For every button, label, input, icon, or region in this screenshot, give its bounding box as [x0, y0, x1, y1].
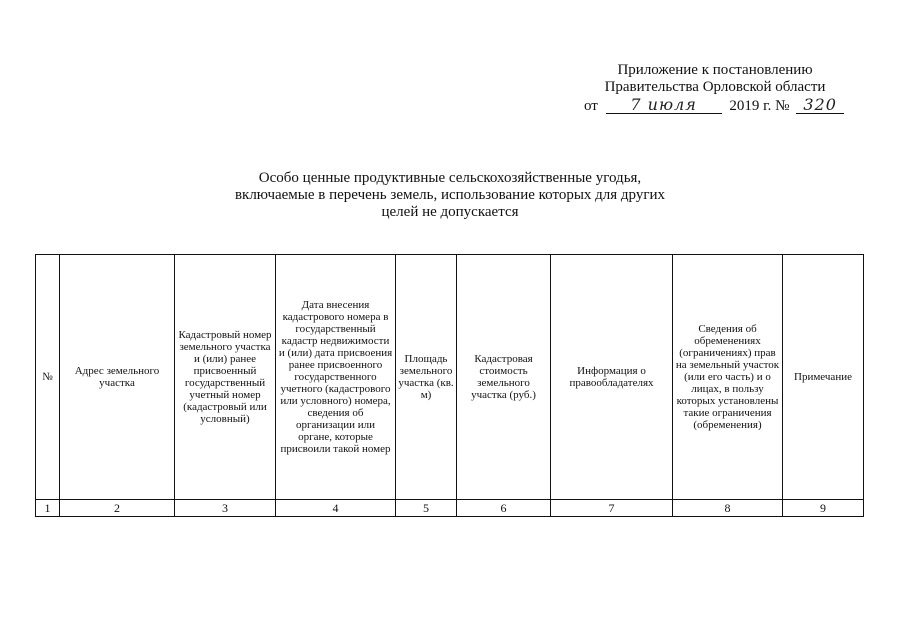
- header-note: Примечание: [783, 255, 864, 500]
- title-line-1: Особо ценные продуктивные сельскохозяйственные угодья,: [258, 170, 642, 186]
- header-encumbrances: Сведения об обременениях (ограничениях) прав на земельный участок (или его часть) и о лицах, в пользу которых установлены такие ограничения (обременения): [673, 255, 783, 500]
- column-number-cell: 7: [551, 500, 673, 517]
- handwritten-date: 7 июля: [606, 96, 722, 114]
- header-cadastral-value: Кадастровая стоимость земельного участка (руб.): [457, 255, 551, 500]
- year-number-label: 2019 г. №: [729, 98, 790, 114]
- header-address: Адрес земельного участка: [60, 255, 175, 500]
- column-number-cell: 9: [783, 500, 864, 517]
- title-line-2: включаемые в перечень земель, использование которых для других: [234, 187, 666, 203]
- header-number: №: [36, 255, 60, 500]
- column-number-cell: 2: [60, 500, 175, 517]
- header-area: Площадь земельного участка (кв. м): [396, 255, 457, 500]
- date-prefix: от: [584, 98, 598, 114]
- column-number-cell: 1: [36, 500, 60, 517]
- header-owners-info: Информация о правообладателях: [551, 255, 673, 500]
- land-register-table: [35, 254, 864, 517]
- document-title: [190, 170, 710, 221]
- table-row: [36, 500, 864, 517]
- column-number-cell: 4: [276, 500, 396, 517]
- column-number-cell: 8: [673, 500, 783, 517]
- column-number-cell: 3: [175, 500, 276, 517]
- handwritten-number: 320: [796, 96, 844, 114]
- approval-date-line: [570, 96, 860, 118]
- header-cadastral-number: Кадастровый номер земельного участка и (или) ранее присвоенный государственный учетный номер (кадастровый или условный): [175, 255, 276, 500]
- column-number-cell: 5: [396, 500, 457, 517]
- table-header-row: [36, 255, 864, 500]
- approval-line-1: Приложение к постановлению: [617, 62, 813, 78]
- column-number-cell: 6: [457, 500, 551, 517]
- header-registration-date: Дата внесения кадастрового номера в государственный кадастр недвижимости и (или) дата присвоения ранее присвоенного государственного учетного (кадастрового или условного) номера, сведения об организации или органе, которые присвоили такой номер: [276, 255, 396, 500]
- title-line-3: целей не допускается: [381, 204, 519, 220]
- approval-header: [570, 62, 860, 118]
- approval-line-2: Правительства Орловской области: [604, 79, 826, 95]
